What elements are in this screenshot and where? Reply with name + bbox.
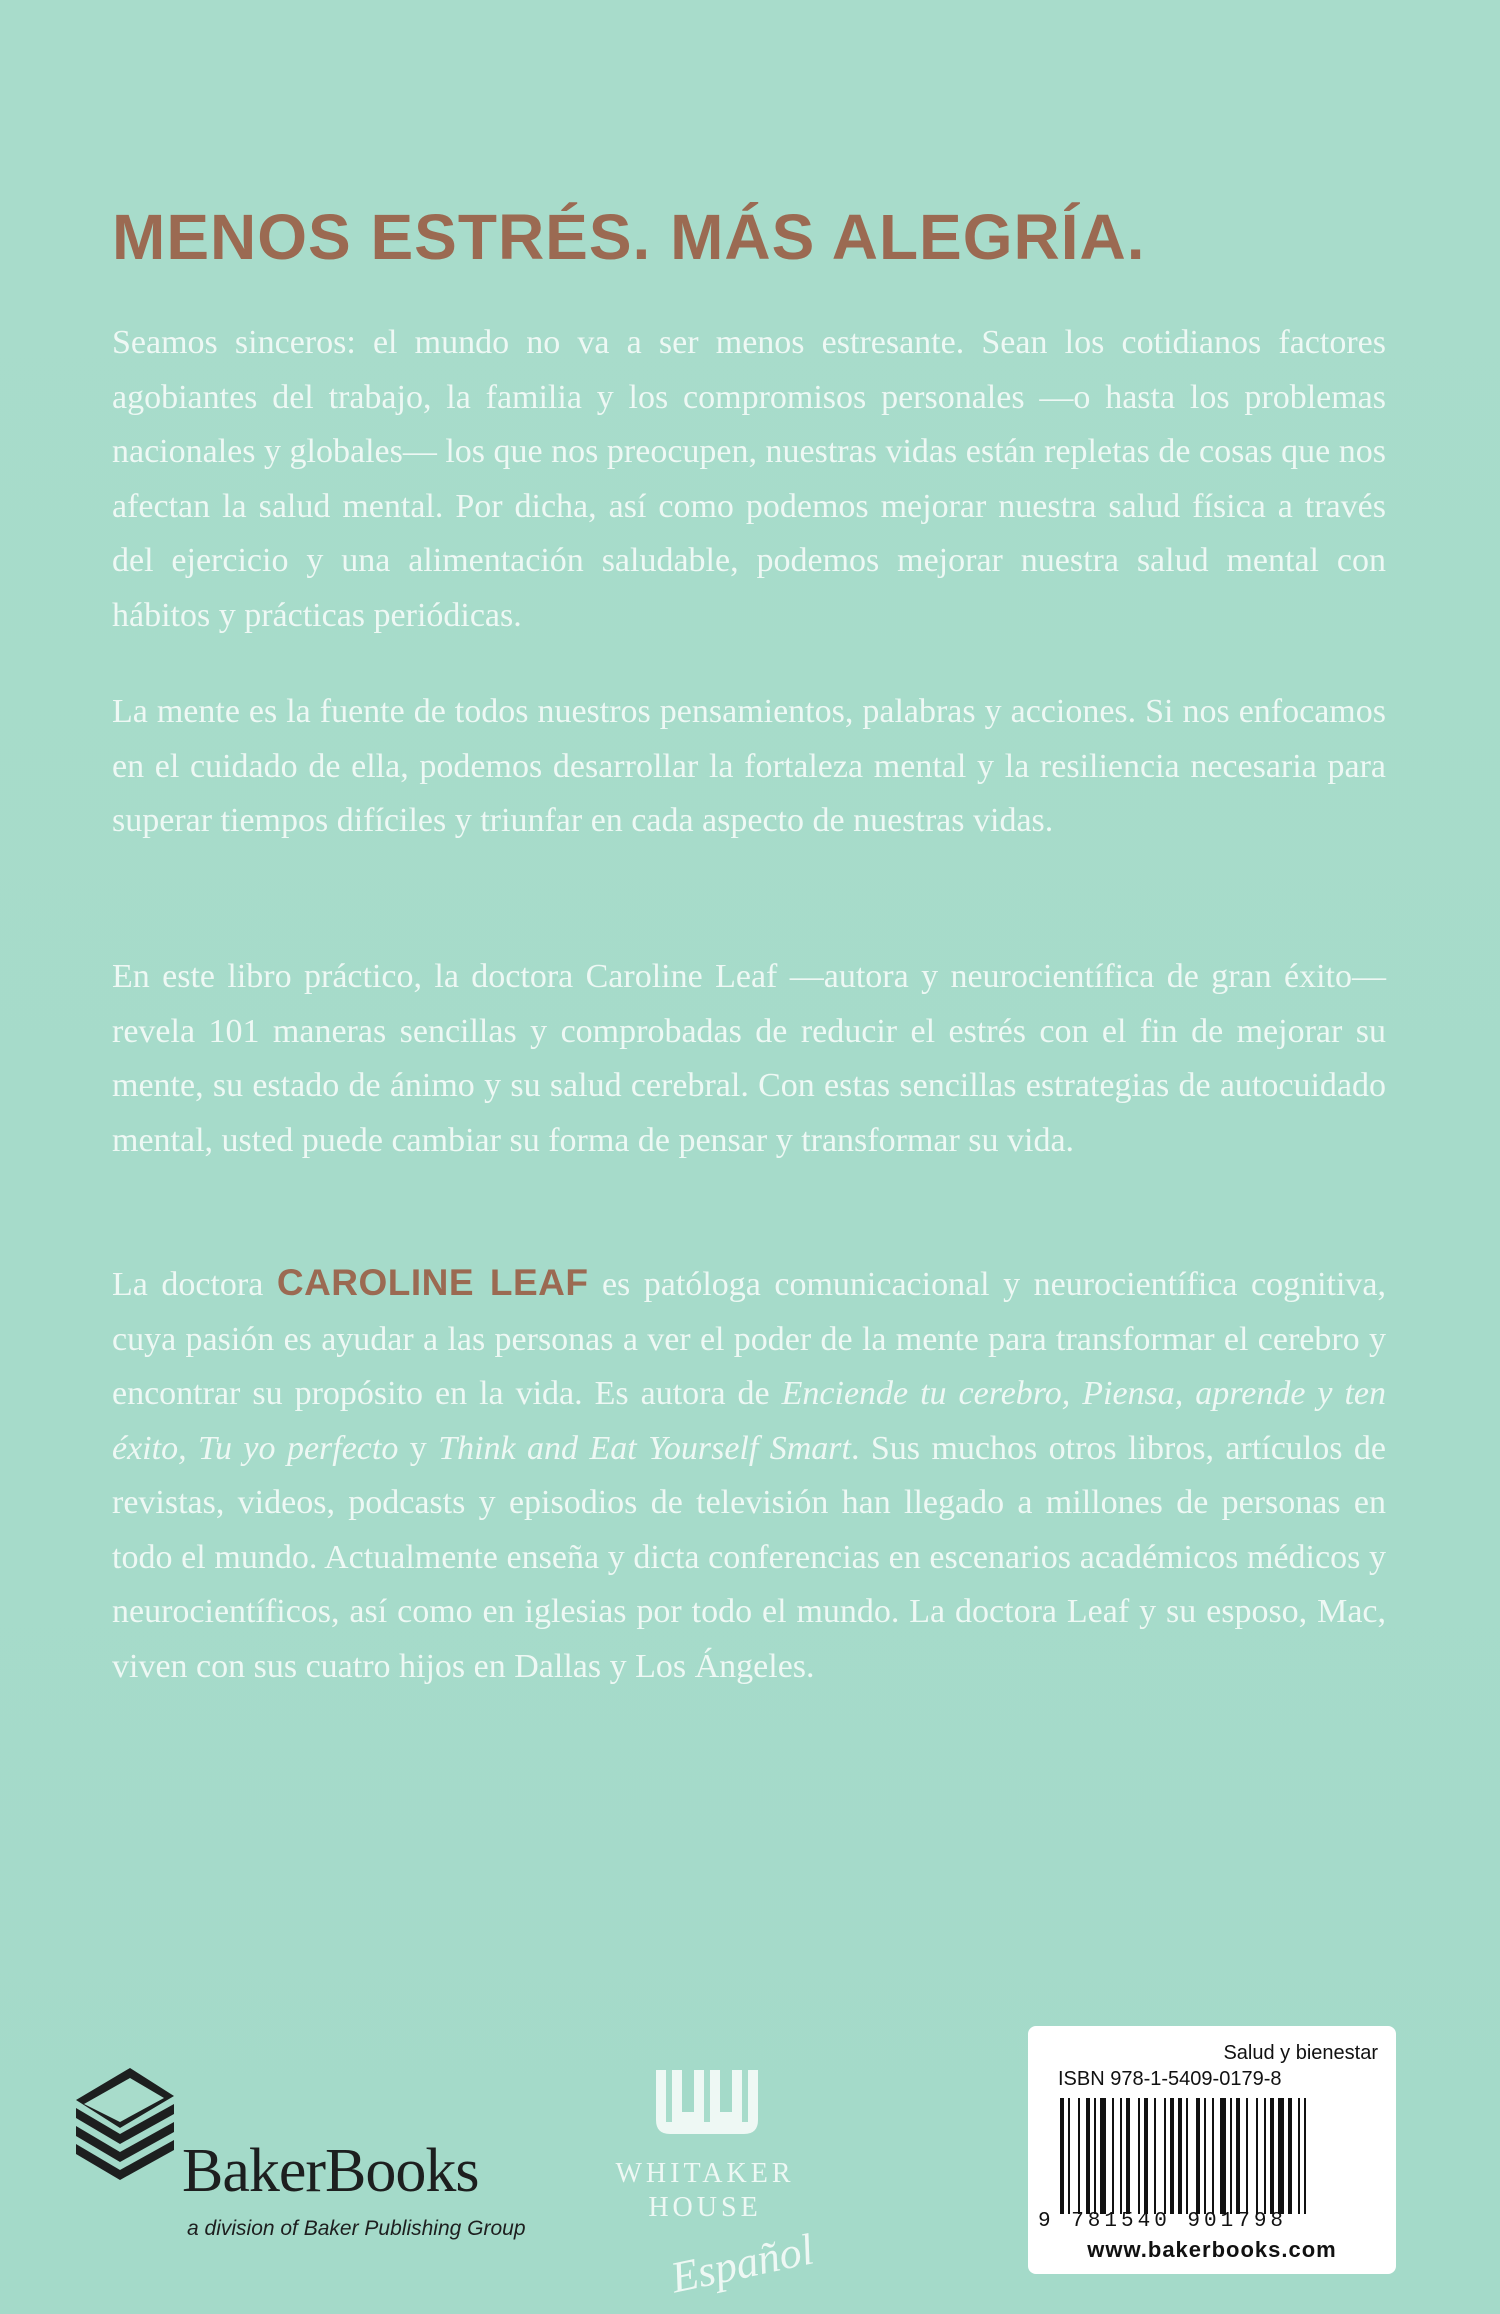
paragraph-mind: La mente es la fuente de todos nuestros pensamientos, palabras y acciones. Si nos enfocamos en el cuidado de ella, podemos desarrollar la fortaleza mental y la resiliencia necesaria para superar tiempos difíciles y triunfar en cada aspecto de nuestras vidas. <box>112 693 1386 839</box>
whitaker-house-logo <box>610 2062 870 2302</box>
isbn-text: ISBN 978-1-5409-0179-8 <box>1058 2068 1282 2090</box>
paragraph-book: En este libro práctico, la doctora Caroline Leaf —autora y neurocientífica de gran éxito— revela 101 maneras sencillas y comprobadas de reducir el estrés con el fin de mejorar su mente, su estado de ánimo y su salud cerebral. Con estas sencillas estrategias de autocuidado mental, usted puede cambiar su forma de pensar y transformar su vida. <box>112 958 1386 1159</box>
author-books: Enciende tu cerebro, Piensa, aprende y ten éxito, Tu yo perfecto <box>112 1375 1387 1467</box>
author-book-english: Think and Eat Yourself Smart <box>438 1429 851 1467</box>
whitaker-line-1: WHITAKER <box>615 2158 795 2189</box>
headline: MENOS ESTRÉS. MÁS ALEGRÍA. <box>112 201 1146 273</box>
whitaker-w-icon <box>652 2062 762 2142</box>
bakerbooks-logo <box>70 2060 590 2260</box>
whitaker-espanol: Español <box>666 2224 818 2303</box>
book-stack-icon <box>70 2060 180 2200</box>
bakerbooks-division: a division of Baker Publishing Group <box>187 2217 526 2240</box>
barcode-panel <box>1028 2026 1396 2274</box>
author-bio-lead: La doctora <box>112 1266 264 1303</box>
bakerbooks-name: BakerBooks <box>182 2137 479 2205</box>
barcode-digits: 9 781540 901798 <box>1038 2210 1288 2233</box>
author-bio <box>112 1256 1386 1694</box>
barcode-icon <box>1060 2098 1366 2214</box>
paragraph-intro: Seamos sinceros: el mundo no va a ser menos estresante. Sean los cotidianos factores agobiantes del trabajo, la familia y los compromisos personales —o hasta los problemas nacionales y globales— los que nos preocupen, nuestras vidas están repletas de cosas que nos afectan la salud mental. Por dicha, así como podemos mejorar nuestra salud física a través del ejercicio y una alimentación saludable, podemos mejorar nuestra salud mental con hábitos y prácticas periódicas. <box>112 324 1386 634</box>
author-bio-rest: . Sus muchos otros libros, artículos de revistas, videos, podcasts y episodios de televisión han llegado a millones de personas en todo el mundo. Actualmente enseña y dicta conferencias en escenarios académicos médicos y neurocientíficos, así como en iglesias por todo el mundo. La doctora Leaf y su esposo, Mac, viven con sus cuatro hijos en Dallas y Los Ángeles. <box>112 1429 1386 1685</box>
whitaker-line-2: HOUSE <box>648 2192 762 2223</box>
author-bio-text: es patóloga comunicacional y neurocientífica cognitiva, cuya pasión es ayudar a las personas a ver el poder de la mente para transformar el cerebro y encontrar su propósito en la vida. Es autora de <box>112 1266 1387 1412</box>
author-bio-conj: y <box>409 1429 427 1467</box>
book-category: Salud y bienestar <box>1223 2042 1378 2064</box>
publisher-url: www.bakerbooks.com <box>1087 2237 1337 2262</box>
author-name: CAROLINE LEAF <box>276 1262 589 1303</box>
